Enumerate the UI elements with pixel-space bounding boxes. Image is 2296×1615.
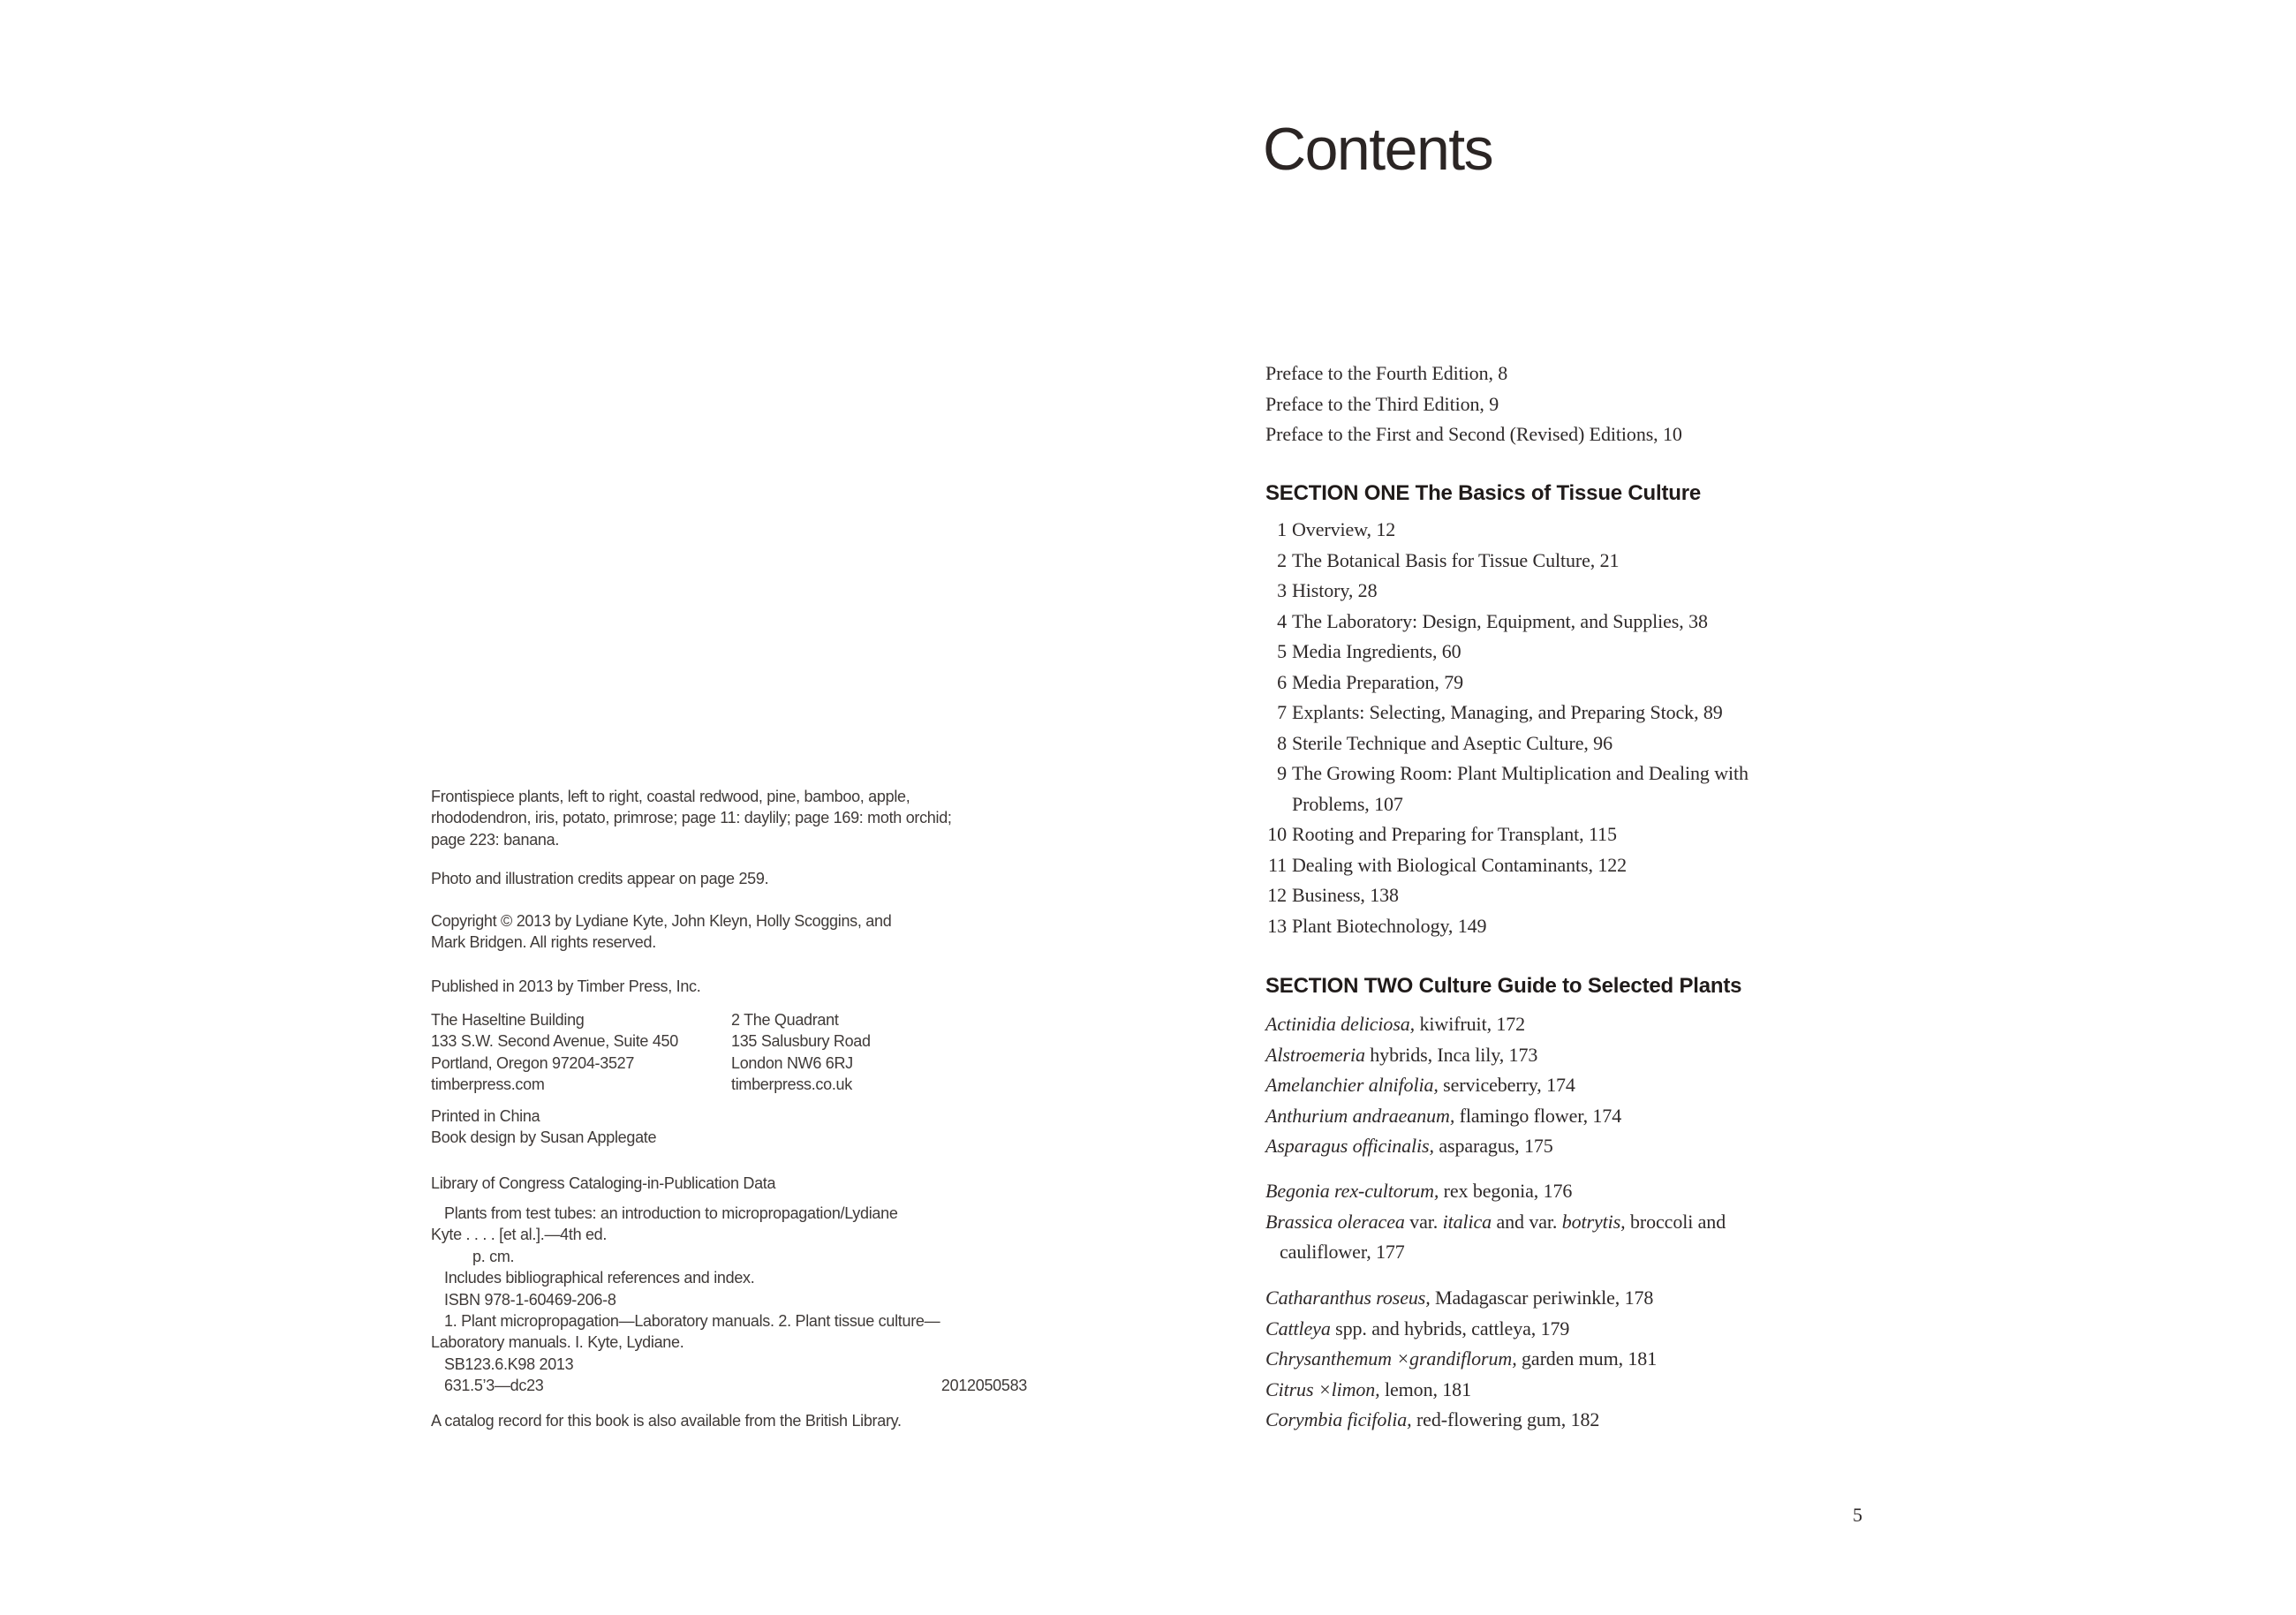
plant-entry-group — [1265, 1009, 1919, 1162]
botanical-name: Anthurium andraeanum, — [1265, 1104, 1455, 1127]
page-title: Contents — [1263, 116, 1493, 183]
toc-chapter-row — [1265, 850, 1919, 881]
chapter-number: 2 — [1277, 548, 1287, 571]
plant-entry — [1265, 1070, 1919, 1101]
botanical-name: Begonia rex-cultorum, — [1265, 1180, 1439, 1202]
plant-entry — [1265, 1009, 1919, 1040]
chapter-number: 3 — [1277, 579, 1287, 601]
chapter-title: Sterile Technique and Aseptic Culture, 96 — [1292, 731, 1612, 754]
botanical-name: Citrus ×limon, — [1265, 1377, 1380, 1400]
chapter-title: History, 28 — [1292, 579, 1378, 601]
botanical-name: Corymbia ficifolia, — [1265, 1408, 1412, 1430]
chapter-title: Business, 138 — [1292, 884, 1399, 906]
botanical-name: botrytis, — [1561, 1210, 1626, 1233]
chapter-number: 12 — [1267, 884, 1287, 906]
chapter-title: The Laboratory: Design, Equipment, and Supplies, 38 — [1292, 609, 1708, 632]
chapter-title: Media Ingredients, 60 — [1292, 640, 1461, 662]
loc-cataloging-header: Library of Congress Cataloging-in-Publication Data — [431, 1174, 776, 1192]
plant-entry — [1265, 1283, 1919, 1314]
preface-entries — [1265, 358, 1682, 450]
plant-entry — [1265, 1314, 1919, 1345]
plant-entry-group — [1265, 1176, 1919, 1268]
toc-chapter-row — [1265, 546, 1919, 577]
common-name-and-page: and var. — [1492, 1210, 1562, 1233]
loc-cataloging-block — [431, 1203, 1137, 1397]
botanical-name: Catharanthus roseus, — [1265, 1287, 1431, 1309]
section-one-heading: SECTION ONE The Basics of Tissue Culture — [1265, 481, 1702, 505]
publisher-address-us: The Haseltine Building 133 S.W. Second Avenue, Suite 450 Portland, Oregon 97204-3527 timberpress.com — [431, 1011, 678, 1094]
toc-chapter-row — [1265, 880, 1919, 911]
botanical-name: Asparagus officinalis, — [1265, 1135, 1434, 1157]
toc-preface-entry: Preface to the Third Edition, 9 — [1265, 392, 1499, 415]
photo-credits-note: Photo and illustration credits appear on page 259. — [431, 870, 769, 887]
british-library-note: A catalog record for this book is also available from the British Library. — [431, 1412, 902, 1430]
plant-entry — [1265, 1375, 1919, 1406]
page-number: 5 — [1853, 1504, 1862, 1526]
printing-note: Printed in China Book design by Susan Applegate — [431, 1107, 657, 1147]
toc-chapter-row — [1265, 698, 1919, 728]
toc-chapter-row — [1265, 607, 1919, 638]
chapter-title: The Botanical Basis for Tissue Culture, 21 — [1292, 548, 1620, 571]
chapter-title: Overview, 12 — [1292, 518, 1396, 540]
loc-author-line: Kyte . . . . [et al.].—4th ed. — [431, 1226, 608, 1244]
chapter-number: 13 — [1267, 914, 1287, 937]
chapter-title: Dealing with Biological Contaminants, 122 — [1292, 853, 1628, 876]
loc-isbn-line: ISBN 978-1-60469-206-8 — [444, 1290, 616, 1309]
common-name-and-page: spp. and hybrids, cattleya, 179 — [1330, 1317, 1570, 1340]
plant-entry — [1265, 1207, 1919, 1268]
toc-chapter-row — [1265, 758, 1919, 819]
common-name-and-page: broccoli and cauliflower, 177 — [1280, 1210, 1726, 1263]
publisher-address-uk: 2 The Quadrant 135 Salusbury Road London NW6 6RJ timberpress.co.uk — [731, 1011, 871, 1094]
chapter-title: Plant Biotechnology, 149 — [1292, 914, 1487, 937]
chapter-number: 1 — [1277, 518, 1287, 540]
toc-chapter-row — [1265, 819, 1919, 850]
chapter-title: Rooting and Preparing for Transplant, 115 — [1292, 823, 1617, 845]
common-name-and-page: kiwifruit, 172 — [1415, 1013, 1526, 1035]
chapter-number: 4 — [1277, 609, 1287, 632]
toc-preface-entry: Preface to the First and Second (Revised) Editions, 10 — [1265, 423, 1682, 445]
toc-chapter-row — [1265, 576, 1919, 607]
toc-chapter-row — [1265, 515, 1919, 546]
frontispiece-note: Frontispiece plants, left to right, coastal redwood, pine, bamboo, apple, rhododendron, iris, potato, primrose; page 11: daylily; page 169: moth orchid; page 223: banana. — [431, 788, 952, 849]
toc-chapter-row — [1265, 668, 1919, 698]
chapter-number: 5 — [1277, 640, 1287, 662]
chapter-number: 9 — [1277, 762, 1287, 784]
chapter-number: 11 — [1268, 853, 1287, 876]
chapter-title: Explants: Selecting, Managing, and Preparing Stock, 89 — [1292, 701, 1723, 723]
common-name-and-page: lemon, 181 — [1379, 1377, 1471, 1400]
common-name-and-page: rex begonia, 176 — [1439, 1180, 1573, 1202]
loc-subjects-line-2: Laboratory manuals. I. Kyte, Lydiane. — [431, 1333, 684, 1352]
botanical-name: Brassica oleracea — [1265, 1210, 1405, 1233]
common-name-and-page: asparagus, 175 — [1433, 1135, 1553, 1157]
toc-chapter-row — [1265, 637, 1919, 668]
common-name-and-page: hybrids, Inca lily, 173 — [1364, 1043, 1538, 1066]
copyright-notice: Copyright © 2013 by Lydiane Kyte, John Kleyn, Holly Scoggins, and Mark Bridgen. All rights reserved. — [431, 912, 892, 952]
botanical-name: Amelanchier alnifolia, — [1265, 1074, 1439, 1096]
common-name-and-page: serviceberry, 174 — [1438, 1074, 1575, 1096]
botanical-name: Alstroemeria — [1265, 1043, 1365, 1066]
botanical-name: Chrysanthemum ×grandiflorum, — [1265, 1347, 1517, 1370]
loc-references-line: Includes bibliographical references and index. — [444, 1269, 755, 1287]
loc-dewey-line: 631.5’3—dc23 — [444, 1377, 544, 1395]
loc-subjects-line: 1. Plant micropropagation—Laboratory manuals. 2. Plant tissue culture— — [444, 1312, 940, 1331]
botanical-name: Cattleya — [1265, 1317, 1331, 1340]
plant-entry-group — [1265, 1283, 1919, 1436]
loc-dewey-row — [431, 1375, 1027, 1396]
loc-pcm-line: p. cm. — [472, 1247, 515, 1265]
plant-entry — [1265, 1101, 1919, 1132]
chapter-number: 7 — [1277, 701, 1287, 723]
loc-control-number: 2012050583 — [940, 1377, 1027, 1395]
common-name-and-page: Madagascar periwinkle, 178 — [1430, 1287, 1654, 1309]
plant-entry — [1265, 1405, 1919, 1436]
toc-chapter-row — [1265, 911, 1919, 942]
section-two-heading: SECTION TWO Culture Guide to Selected Plants — [1265, 974, 1742, 998]
chapter-list — [1265, 515, 1919, 941]
plant-entry — [1265, 1176, 1919, 1207]
plant-entry — [1265, 1040, 1919, 1071]
common-name-and-page: garden mum, 181 — [1516, 1347, 1658, 1370]
plant-entry — [1265, 1131, 1919, 1162]
loc-title-line: Plants from test tubes: an introduction to micropropagation/Lydiane — [444, 1204, 898, 1222]
chapter-number: 8 — [1277, 731, 1287, 754]
botanical-name: italica — [1442, 1210, 1492, 1233]
plant-entry — [1265, 1344, 1919, 1375]
common-name-and-page: flamingo flower, 174 — [1454, 1104, 1622, 1127]
common-name-and-page: red-flowering gum, 182 — [1411, 1408, 1600, 1430]
toc-chapter-row — [1265, 728, 1919, 759]
chapter-number: 6 — [1277, 670, 1287, 693]
chapter-number: 10 — [1267, 823, 1287, 845]
loc-call-number-line: SB123.6.K98 2013 — [444, 1355, 574, 1373]
publisher-line: Published in 2013 by Timber Press, Inc. — [431, 977, 701, 995]
toc-preface-entry: Preface to the Fourth Edition, 8 — [1265, 362, 1508, 384]
botanical-name: Actinidia deliciosa, — [1265, 1013, 1416, 1035]
chapter-title: Media Preparation, 79 — [1292, 670, 1464, 693]
common-name-and-page: var. — [1404, 1210, 1443, 1233]
chapter-title: The Growing Room: Plant Multiplication and Dealing with Problems, 107 — [1292, 762, 1748, 815]
